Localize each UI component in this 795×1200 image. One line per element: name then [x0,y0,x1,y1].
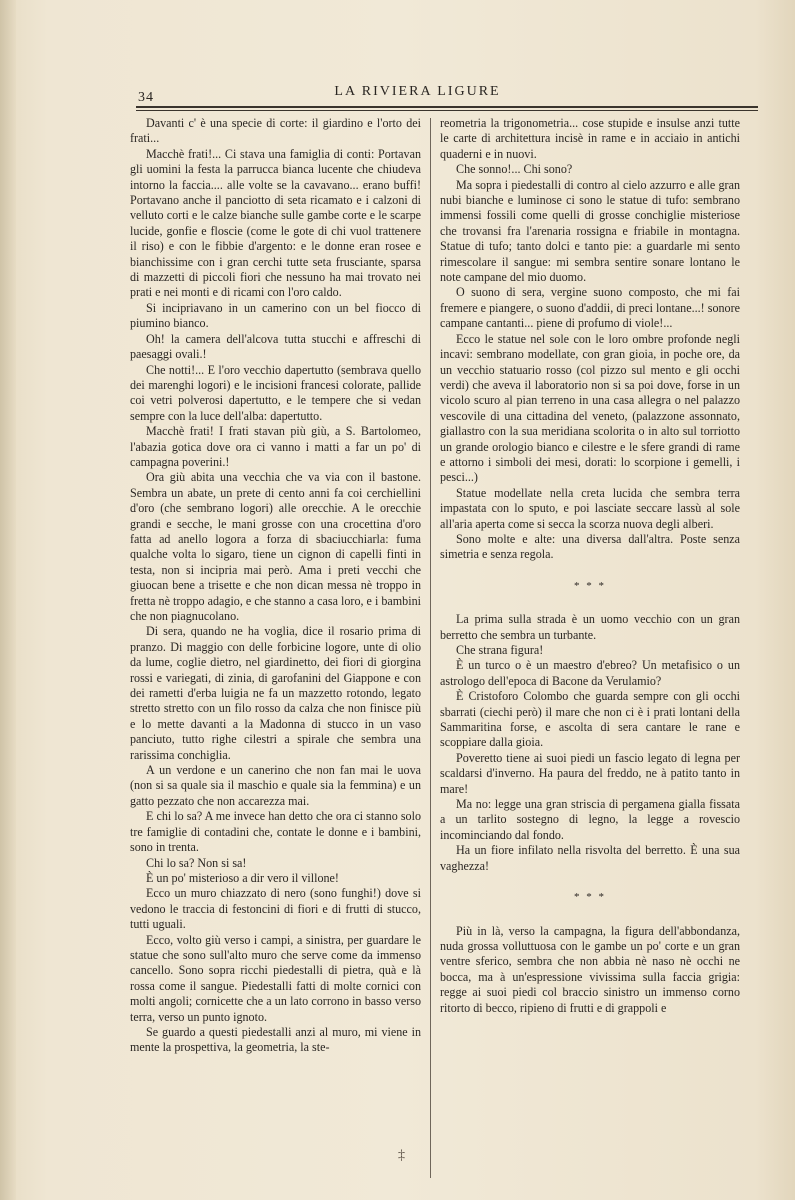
paragraph: reometria la trigonometria... cose stupide e insulse anzi tutte le carte di architettura incisè in rame e in acciaio in antichi quaderni e in nuovi. [440,116,740,161]
paragraph: E chi lo sa? A me invece han detto che ora ci stanno solo tre famiglie di contadini che, contate le donne e i bambini, sono in trenta. [130,809,421,855]
paragraph: Ecco un muro chiazzato di nero (sono funghi!) dove si vedono le traccia di festoncini di fiori e di frutti di stucco, tutti uguali. [130,886,421,932]
paragraph: Si incipriavano in un camerino con un bel fiocco di piumino bianco. [130,300,421,331]
paragraph: La prima sulla strada è un uomo vecchio con un gran berretto che sembra un turbante. [440,612,740,642]
paragraph: Chi lo sa? Non si sa! [146,855,247,870]
paragraph: È Cristoforo Colombo che guarda sempre con gli occhi sbarrati (ciechi però) il mare che non ci è i prati lontani della Sammaritina forse, e ascolta di sera cantare le rane e scoppiare dalla gioia. [440,689,740,750]
page-number: 34 [138,90,154,105]
paragraph: Ora giù abita una vecchia che va via con il bastone. Sembra un abate, un prete di cento anni fa coi cerchiellini d'oro (che sembrano logori) alle orecchie. A le orecchie grandi e secche, le mani grosse con una crocettina d'oro fatta ad anello logora a forza di sbaciucchiarla: fuma qualche volta lo sigaro, tiene un cignon di capelli finti in testa, non si incipria mai però. Ama i preti vecchi che giuocan bene a trisette e che non dican messa nè troppo in fretta nè troppo adagio, e che stanno a casa loro, e i bambini che non piagnucolano. [130,470,421,623]
section-separator: * * * [574,891,606,904]
paragraph: Oh! la camera dell'alcova tutta stucchi e affreschi di paesaggi ovali.! [130,331,421,362]
paragraph: Ma sopra i piedestalli di contro al cielo azzurro e alle gran nubi bianche e luminose ci sono le statue di tufo: sembrano immensi fossili come quelli di grosse conchiglie misteriose che trovansi fra l'arenaria rossigna e friabile in montagna. Statue di tufo; tanto dolci e tanto pie: a guardarle mi sento rimescolare il sangue: mi sembra sentire sonare lontano le note campane del mio duomo. [440,177,740,285]
paragraph: È un turco o è un maestro d'ebreo? Un metafisico o un astrologo dell'epoca di Bacone da Verulamio? [440,658,740,688]
paragraph: Macchè frati! I frati stavan più giù, a S. Bartolomeo, l'abazia gotica dove ora ci vanno i matti a far un po' di campagna poverini.! [130,424,421,469]
header-rule-thin [136,110,758,111]
paragraph: Macchè frati!... Ci stava una famiglia di conti: Portavan gli uomini la festa la parrucca bianca lucente che chiudeva intorno la faccia.... alle volte se la cavavano... erano buffi! Portavano anche il panciotto di seta ricamato e i calzoni di velluto corti e le calze bianche sulle gambe corte e le scarpe lucide, gonfie e floscie (come le gote di chi vuol trattenere il riso) e con le fibbie d'argento: e le donne eran rosee e bianchissime con i gran cerchi tutte seta frusciante, sparsa di mazzetti di piccoli fiori che nessuno ha mai trovato nei prati e nei monti e di ricami con l'oro caldo. [130,146,421,300]
paragraph: Statue modellate nella creta lucida che sembra terra impastata con lo sputo, e poi lasciate seccare lassù al sole all'aria aperta come si secca la scorza nuova degli alberi. [440,485,740,531]
paragraph: Che sonno!... Chi sono? [456,162,573,177]
paragraph: Davanti c' è una specie di corte: il giardino e l'orto dei frati... [130,116,421,146]
paragraph: Che notti!... E l'oro vecchio dapertutto (sembrava quello dei marenghi logori) e le incisioni francesi colorate, pallide coi vetri polverosi dapertutto, e le tempere che si vedan sempre con la luce dell'alba: dapertutto. [130,362,421,423]
left-column [130,116,421,1056]
paragraph: Di sera, quando ne ha voglia, dice il rosario prima di pranzo. Di maggio con delle forbicine logore, unte di olio da lume, coglie dietro, nel giardinetto, dei fiori di giorgina rossi e variegati, di zinia, di garofanini del Giappone e con dei rametti d'erba luigia ne fa un mazzetto rotondo, legato stretto stretto con un filo rosso da calza che non finisce più e lo mette davanti a la Madonna di stucco in un vaso panciuto, tutto righe cilestri a spirale che sembra una rarissima conchiglia. [130,624,421,762]
paragraph: Ma no: legge una gran striscia di pergamena gialla fissata a un tarlito sostegno di legno, la legge a rovescio incominciando dal fondo. [440,797,740,842]
paragraph: Ha un fiore infilato nella risvolta del berretto. È una sua vaghezza! [440,843,740,873]
footer-mark: ‡ [398,1148,405,1163]
column-divider [430,118,431,1178]
paragraph: Più in là, verso la campagna, la figura dell'abbondanza, nuda grossa volluttuosa con le gambe un po' corte e un gran ventre sferico, sembra che non abbia nè naso nè occhi ne bocca, ma à un'espressione vivissima sulla faccia grigia: regge ai suoi piedi col braccio sinistro un immenso corno ritorto di becco, ripieno di frutti e di grappoli e [440,923,740,1015]
paragraph: Se guardo a questi piedestalli anzi al muro, mi viene in mente la prospettiva, la geometria, la ste- [130,1024,421,1055]
paragraph: Ecco le statue nel sole con le loro ombre profonde negli incavi: sembrano modellate, con gran gioia, in poche ore, da un vecchio statuario rosso (col pizzo sul mento e gli occhi verdi) che aveva il laboratorio non si sa poi dove, forse in un vicolo scuro al pian terreno in una casa allegra o nel palazzo vescovile di una cittadina del veneto, (palazzone assonnato, giallastro con la sua meridiana scolorita o in alto sul torriotto un grande orologio bianco e cilestre e le sfere grandi di rame e attorno i simboli dei mesi, dorati: lo scorpione i gemelli, i pesci...) [440,331,740,485]
section-separator: * * * [574,579,606,592]
page-spine [0,0,16,1200]
paragraph: A un verdone e un canerino che non fan mai le uova (non si sa quale sia il maschio e quale sia la femmina) e un gatto pezzato che non accarezza mai. [130,763,421,808]
running-title: LA RIVIERA LIGURE [334,84,501,99]
right-column [440,116,740,1016]
paragraph: Sono molte e alte: una diversa dall'altra. Poste senza simetria e senza regola. [440,531,740,562]
paragraph: Poveretto tiene ai suoi piedi un fascio legato di legna per scaldarsi d'inverno. Ha paura del freddo, ne à patito tanto in mare! [440,750,740,796]
header-rule [136,106,758,108]
paragraph: Ecco, volto giù verso i campi, a sinistra, per guardare le statue che sono sull'alto muro che serve come da immenso cancello. Sono sopra ricchi piedestalli di pietra, quà e là rossa come il sangue. Piedestalli fatti di molte cornici con molti angoli; cornicette che a un lato corrono in basso verso terra, verso un punto ignoto. [130,932,421,1024]
paragraph: È un po' misterioso a dir vero il villone! [146,870,339,885]
paragraph: Che strana figura! [456,643,544,657]
paragraph: O suono di sera, vergine suono composto, che mi fai fremere e piangere, o suono d'addii, di preci lontane...! sonore campane cantanti... piene di profumo di viole!... [440,285,740,331]
